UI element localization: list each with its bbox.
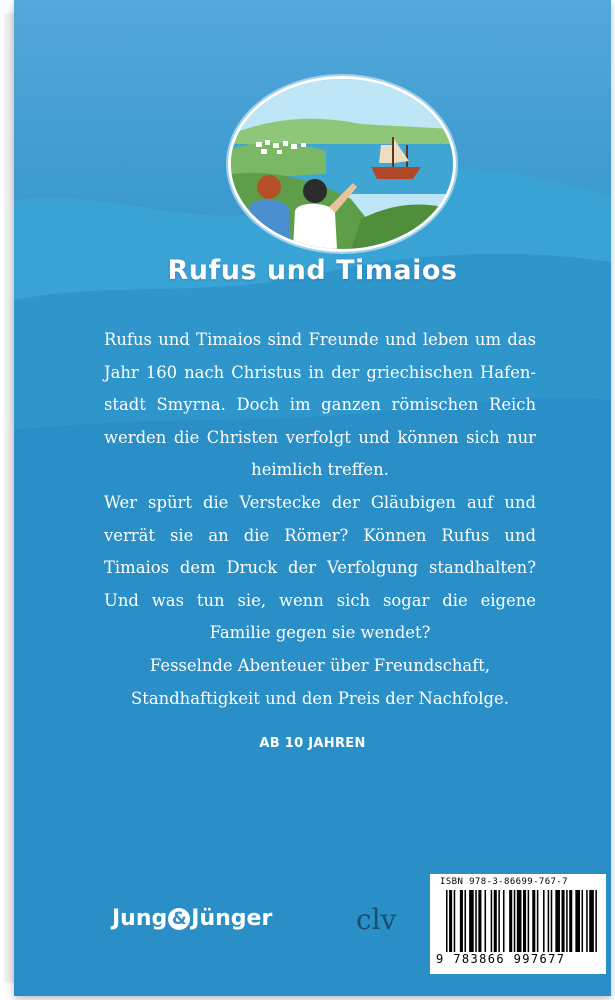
cover-illustration [228,76,456,252]
book-back-cover [14,0,611,996]
imprint-logo [112,906,272,931]
imprint-right-text: Jünger [191,906,273,931]
imprint-left-text: Jung [112,906,168,931]
blurb-paragraph-3: Fesselnde Abenteuer über Freundschaft, Standhaftigkeit und den Preis der Nachfolge. [131,655,509,708]
age-recommendation: AB 10 JAHREN [259,736,366,751]
book-title: Rufus und Timaios [167,255,458,286]
barcode [430,874,606,974]
blurb-paragraph-1: Rufus und Timaios sind Freunde und leben um das Jahr 160 nach Christus in der griechischen Hafen-stadt Smyrna. Doch im ganzen römischen Reich werden die Christen verfolgt und können sich nur heimlich treffen. [104,330,536,480]
isbn-label: ISBN 978-3-86699-767-7 [440,877,569,887]
ean-digits: 9 783866 997677 [436,952,566,966]
blurb-paragraph-2: Wer spürt die Verstecke der Gläubigen auf und verrät sie an die Römer? Können Rufus und Timaios dem Druck der Verfolgung standhalten? Und was tun sie, wenn sich sogar die eigene Familie gegen sie wendet? [104,492,536,643]
ampersand-icon: & [168,908,190,930]
barcode-bars [446,890,600,952]
publisher-logo: clv [356,903,397,936]
book-blurb [104,324,536,715]
